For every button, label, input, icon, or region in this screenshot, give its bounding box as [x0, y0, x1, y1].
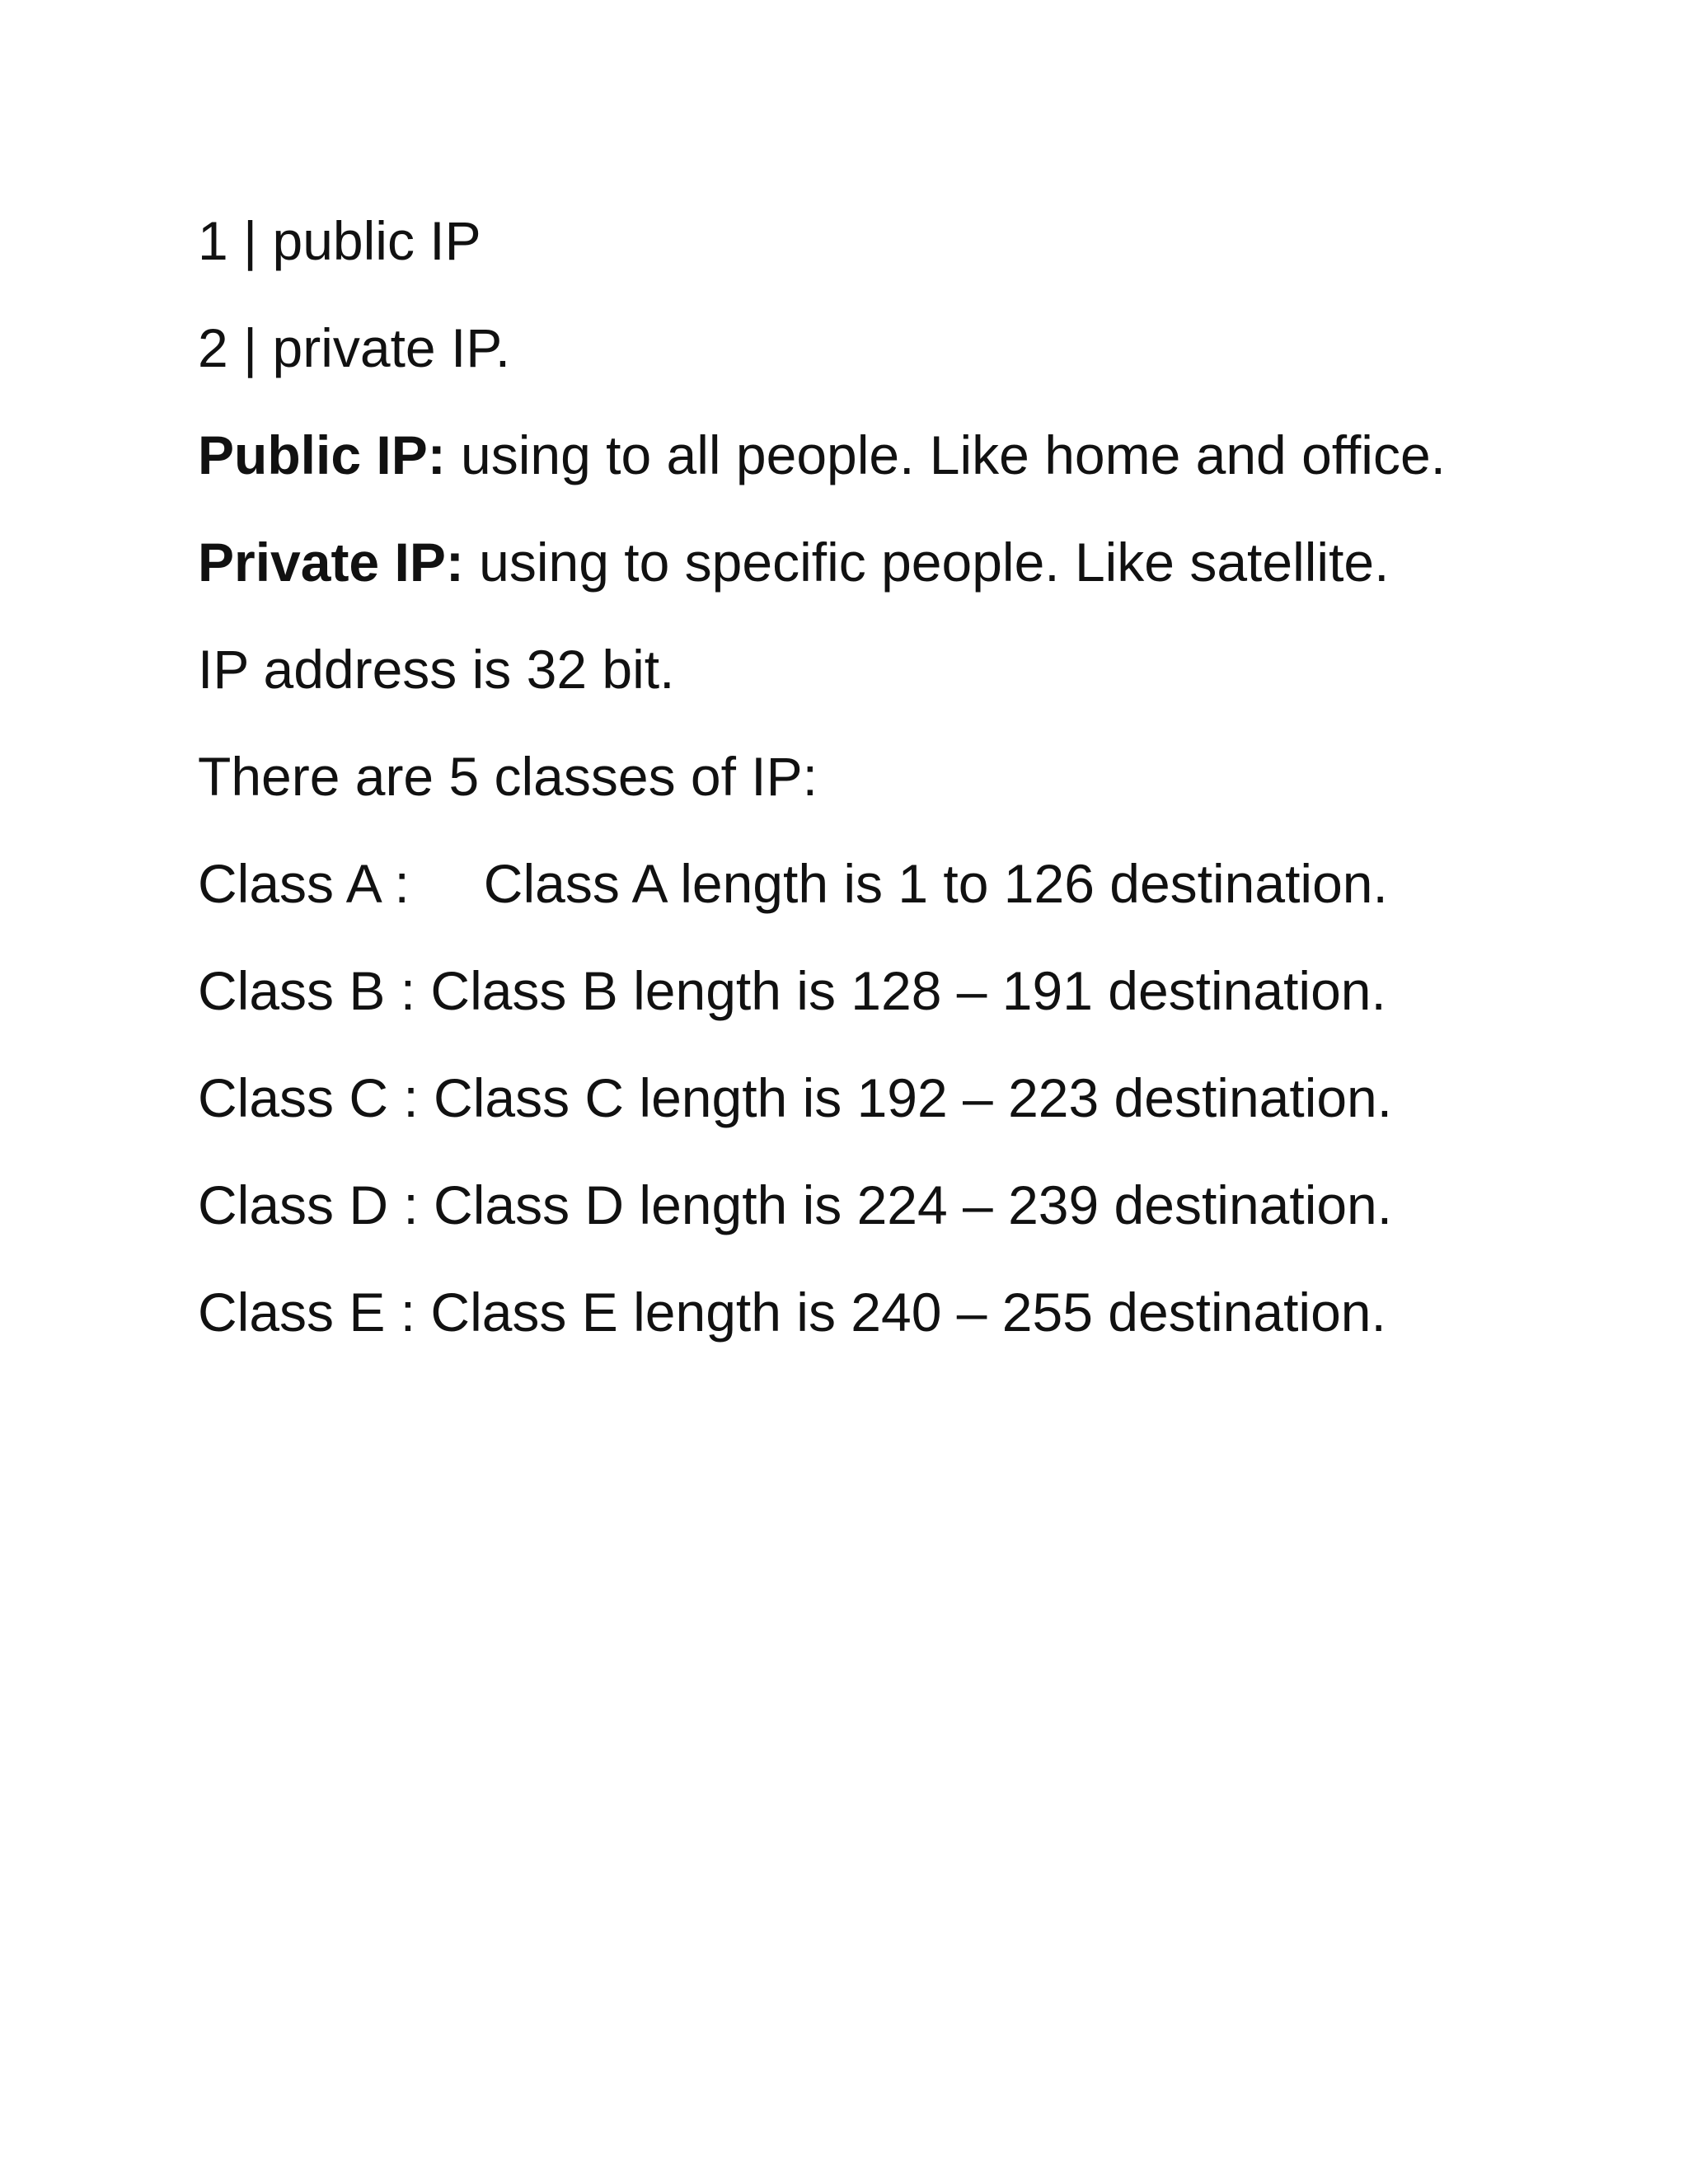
- list-item-public-ip: 1 | public IP: [198, 210, 481, 271]
- private-ip-label: Private IP:: [198, 532, 464, 593]
- ip-bits-text: IP address is 32 bit.: [198, 639, 675, 700]
- class-a-line: [198, 841, 1533, 926]
- class-a-label: Class A :: [198, 853, 410, 914]
- class-d-line: Class D : Class D length is 224 – 239 destination.: [198, 1174, 1393, 1235]
- private-ip-definition: [198, 519, 1533, 605]
- public-ip-text: using to all people. Like home and office.: [445, 424, 1446, 485]
- list-item-private-ip: 2 | private IP.: [198, 317, 511, 378]
- class-e-line: Class E : Class E length is 240 – 255 destination.: [198, 1282, 1386, 1343]
- public-ip-definition: [198, 412, 1533, 498]
- class-b-line: Class B : Class B length is 128 – 191 destination.: [198, 960, 1386, 1021]
- classes-intro-text: There are 5 classes of IP:: [198, 746, 818, 807]
- document-body: [198, 198, 1533, 1355]
- private-ip-text: using to specific people. Like satellite.: [463, 532, 1390, 593]
- class-c-line: Class C : Class C length is 192 – 223 destination.: [198, 1067, 1393, 1128]
- public-ip-label: Public IP:: [198, 424, 446, 485]
- class-a-text: Class A length is 1 to 126 destination.: [483, 853, 1388, 914]
